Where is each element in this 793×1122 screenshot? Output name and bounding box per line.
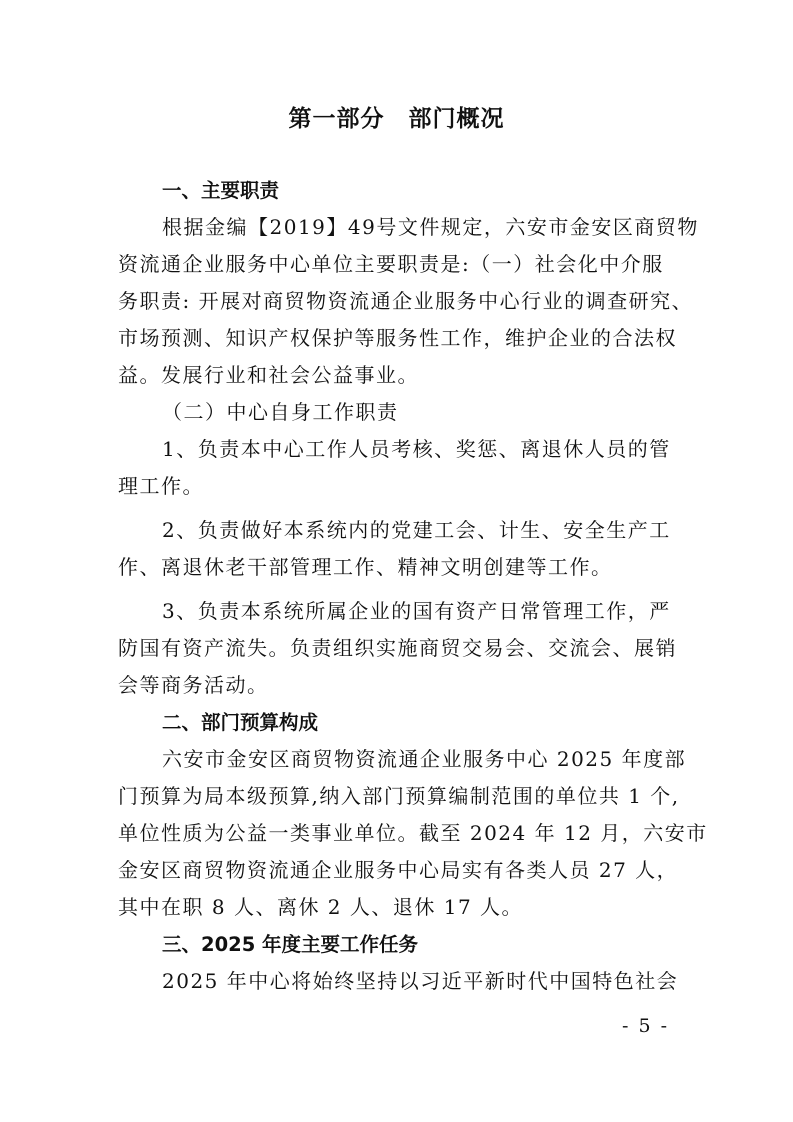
- paragraph-line: 防国有资产流失。负责组织实施商贸交易会、交流会、展销: [118, 636, 677, 660]
- paragraph-line: 1、负责本中心工作人员考核、奖惩、离退休人员的管: [162, 437, 671, 461]
- paragraph-line: 3、负责本系统所属企业的国有资产日常管理工作，严: [162, 599, 671, 623]
- page-title: 第一部分 部门概况: [288, 106, 505, 132]
- paragraph-line: 六安市金安区商贸物资流通企业服务中心 2025 年度部: [162, 747, 687, 771]
- paragraph-line: 2、负责做好本系统内的党建工会、计生、安全生产工: [162, 518, 671, 542]
- page-number: - 5 -: [621, 1015, 669, 1037]
- subheading-self-duties: （二）中心自身工作职责: [162, 400, 399, 424]
- section-heading-duties: 一、主要职责: [162, 179, 280, 202]
- paragraph-line: 单位性质为公益一类事业单位。截至 2024 年 12 月，六安市: [118, 821, 708, 845]
- document-body: [118, 172, 708, 1000]
- paragraph-line: 金安区商贸物资流通企业服务中心局实有各类人员 27 人，: [118, 858, 679, 882]
- paragraph-line: 资流通企业服务中心单位主要职责是:（一）社会化中介服: [118, 252, 664, 276]
- section-heading-tasks: 三、2025 年度主要工作任务: [162, 933, 419, 956]
- paragraph-line: 作、离退休老干部管理工作、精神文明创建等工作。: [118, 555, 613, 579]
- paragraph-line: 会等商务活动。: [118, 673, 269, 697]
- paragraph-line: 益。发展行业和社会公益事业。: [118, 363, 419, 387]
- paragraph-line: 其中在职 8 人、离休 2 人、退休 17 人。: [118, 895, 524, 919]
- paragraph-line: 务职责: 开展对商贸物资流通企业服务中心行业的调查研究、: [118, 289, 694, 313]
- paragraph-line: 理工作。: [118, 474, 204, 498]
- paragraph-line: 门预算为局本级预算,纳入部门预算编制范围的单位共 1 个,: [118, 784, 680, 808]
- section-heading-budget: 二、部门预算构成: [162, 711, 319, 734]
- paragraph-line: 市场预测、知识产权保护等服务性工作，维护企业的合法权: [118, 326, 677, 350]
- paragraph-line: 2025 年中心将始终坚持以习近平新时代中国特色社会: [162, 969, 679, 993]
- paragraph-line: 根据金编【2019】49号文件规定，六安市金安区商贸物: [162, 215, 699, 239]
